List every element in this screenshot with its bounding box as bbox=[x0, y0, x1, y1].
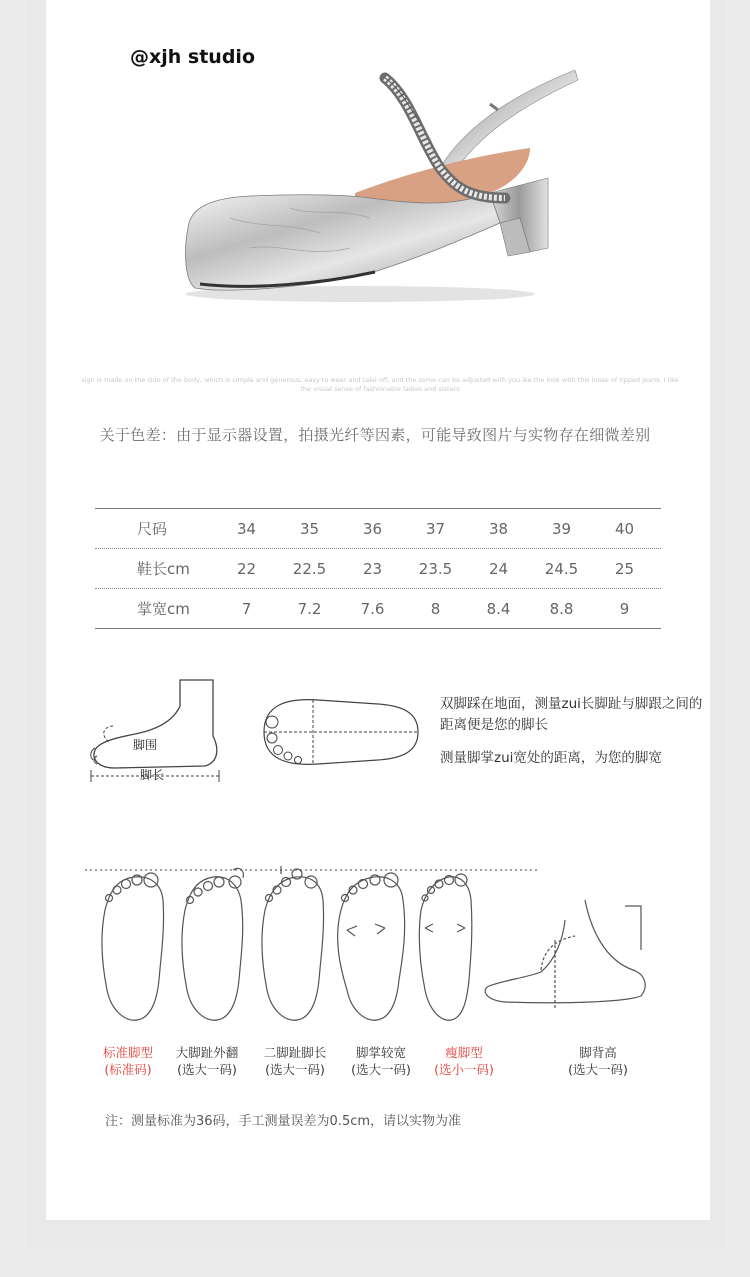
table-bottom-border bbox=[95, 628, 661, 629]
table-cell: 22 bbox=[236, 559, 257, 578]
table-cell: 7.2 bbox=[297, 599, 322, 618]
table-cell: 24.5 bbox=[544, 559, 579, 578]
foot-type-name: 标准脚型 bbox=[102, 1045, 153, 1060]
foot-type-label bbox=[83, 1044, 173, 1078]
product-description-caption: sign is made on the side of the body, which is simple and generous, easy to wear and take off, and the some can be adjusted with you.ike the look with this loose of ripped jeans. I like the visual sense of fashionable ladies and sisters bbox=[81, 376, 679, 393]
foot-type-advice: (选小一码) bbox=[434, 1062, 494, 1077]
foot-type-advice: (选大一码) bbox=[177, 1062, 237, 1077]
table-cell: 7 bbox=[241, 599, 252, 618]
length-label: 脚长 bbox=[140, 768, 165, 782]
color-difference-note: 关于色差：由于显示器设置，拍摄光纤等因素，可能导致图片与实物存在细微差别 bbox=[99, 426, 651, 444]
width-instruction: 测量脚掌zui宽处的距离，为您的脚宽 bbox=[440, 750, 662, 766]
foot-type-name: 大脚趾外翻 bbox=[175, 1045, 239, 1060]
page-frame-left bbox=[26, 0, 46, 1248]
table-cell: 37 bbox=[425, 519, 446, 538]
table-cell: 7.6 bbox=[360, 599, 385, 618]
table-cell: 38 bbox=[488, 519, 509, 538]
foot-type-label bbox=[162, 1044, 252, 1078]
foot-type-name: 二脚趾脚长 bbox=[263, 1045, 327, 1060]
table-cell: 25 bbox=[614, 559, 635, 578]
table-cell: 8 bbox=[430, 599, 441, 618]
page-frame-right bbox=[710, 0, 726, 1248]
table-cell: 24 bbox=[488, 559, 509, 578]
table-cell: 8.8 bbox=[549, 599, 574, 618]
table-cell: 39 bbox=[551, 519, 572, 538]
foot-type-name: 脚背高 bbox=[579, 1045, 617, 1060]
table-cell: 8.4 bbox=[486, 599, 511, 618]
foot-type-labels bbox=[85, 1044, 685, 1084]
foot-top-measure-diagram bbox=[258, 692, 423, 772]
standard-foot-outline bbox=[102, 877, 164, 1020]
size-row bbox=[95, 509, 661, 548]
foot-type-advice: (选大一码) bbox=[265, 1062, 325, 1077]
length-row bbox=[95, 549, 661, 588]
girth-label: 脚围 bbox=[133, 738, 158, 752]
foot-type-name: 脚掌较宽 bbox=[355, 1045, 406, 1060]
table-cell: 36 bbox=[362, 519, 383, 538]
foot-type-advice: (选大一码) bbox=[351, 1062, 411, 1077]
foot-type-label bbox=[250, 1044, 340, 1078]
foot-side-measure-diagram bbox=[85, 676, 235, 786]
table-cell: 23.5 bbox=[418, 559, 453, 578]
row-header: 鞋长cm bbox=[137, 560, 190, 578]
foot-type-advice: (标准码) bbox=[104, 1062, 152, 1077]
foot-type-label bbox=[419, 1044, 509, 1078]
shoe-product-image bbox=[170, 58, 590, 318]
width-row bbox=[95, 589, 661, 628]
size-chart-table bbox=[95, 508, 661, 629]
table-cell: 34 bbox=[236, 519, 257, 538]
table-cell: 40 bbox=[614, 519, 635, 538]
watermark-text: @xjh studio bbox=[130, 46, 255, 68]
foot-type-label bbox=[553, 1044, 643, 1078]
foot-type-label bbox=[336, 1044, 426, 1078]
table-cell: 35 bbox=[299, 519, 320, 538]
foot-types-diagram bbox=[85, 860, 685, 1030]
foot-type-advice: (选大一码) bbox=[568, 1062, 628, 1077]
foot-type-name: 瘦脚型 bbox=[445, 1045, 483, 1060]
row-header: 掌宽cm bbox=[137, 600, 190, 618]
table-cell: 22.5 bbox=[292, 559, 327, 578]
row-header: 尺码 bbox=[137, 520, 168, 538]
table-cell: 9 bbox=[619, 599, 630, 618]
table-cell: 23 bbox=[362, 559, 383, 578]
measure-instructions bbox=[440, 694, 710, 781]
length-instruction: 双脚踩在地面，测量zui长脚趾与脚跟之间的距离便是您的脚长 bbox=[440, 696, 703, 733]
measurement-footnote: 注：测量标准为36码，手工测量误差为0.5cm，请以实物为准 bbox=[105, 1114, 462, 1129]
page-frame-bottom bbox=[26, 1220, 726, 1248]
